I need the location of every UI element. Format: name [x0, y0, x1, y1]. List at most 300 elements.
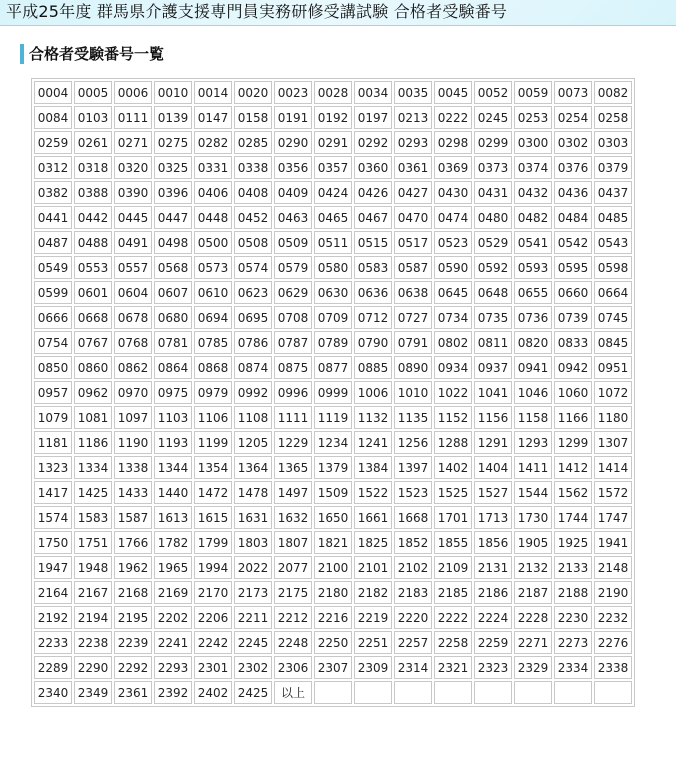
- exam-number-cell: 0259: [34, 131, 72, 154]
- table-row: [34, 356, 632, 379]
- exam-number-cell: 0712: [354, 306, 392, 329]
- exam-number-cell: 1856: [474, 531, 512, 554]
- exam-number-cell: 0487: [34, 231, 72, 254]
- exam-number-cell: 2224: [474, 606, 512, 629]
- exam-number-cell: 0409: [274, 181, 312, 204]
- exam-number-cell: 1855: [434, 531, 472, 554]
- exam-number-cell: 0488: [74, 231, 112, 254]
- exam-number-cell: 0360: [354, 156, 392, 179]
- exam-number-cell: 0084: [34, 106, 72, 129]
- exam-number-cell: 0996: [274, 381, 312, 404]
- exam-number-cell: 1766: [114, 531, 152, 554]
- exam-number-cell: 0474: [434, 206, 472, 229]
- exam-number-cell: 2022: [234, 556, 272, 579]
- table-row: [34, 81, 632, 104]
- exam-number-cell: 1583: [74, 506, 112, 529]
- exam-number-cell: 0877: [314, 356, 352, 379]
- exam-number-cell: 1925: [554, 531, 592, 554]
- exam-number-cell: 0942: [554, 356, 592, 379]
- exam-number-cell: 0465: [314, 206, 352, 229]
- exam-number-cell: 2338: [594, 656, 632, 679]
- exam-number-cell: 1750: [34, 531, 72, 554]
- exam-number-cell: 0874: [234, 356, 272, 379]
- exam-number-cell: 0735: [474, 306, 512, 329]
- exam-number-cell: 1587: [114, 506, 152, 529]
- exam-number-cell: 0860: [74, 356, 112, 379]
- table-row: [34, 631, 632, 654]
- exam-number-cell: 0028: [314, 81, 352, 104]
- exam-number-cell: 1799: [194, 531, 232, 554]
- exam-number-cell: 0553: [74, 256, 112, 279]
- exam-number-cell: 2233: [34, 631, 72, 654]
- table-row: [34, 606, 632, 629]
- exam-number-cell: 1962: [114, 556, 152, 579]
- exam-number-cell: 1108: [234, 406, 272, 429]
- exam-number-cell: 1747: [594, 506, 632, 529]
- exam-number-cell: 1965: [154, 556, 192, 579]
- exam-number-cell: 1323: [34, 456, 72, 479]
- exam-number-cell: 0103: [74, 106, 112, 129]
- exam-number-cell: 2192: [34, 606, 72, 629]
- exam-number-cell: 2349: [74, 681, 112, 704]
- exam-number-cell: 2175: [274, 581, 312, 604]
- exam-number-cell: 0147: [194, 106, 232, 129]
- table-row: [34, 381, 632, 404]
- exam-number-cell: 1440: [154, 481, 192, 504]
- exam-number-cell: 1006: [354, 381, 392, 404]
- exam-number-cell: 1905: [514, 531, 552, 554]
- exam-number-cell: 2250: [314, 631, 352, 654]
- exam-number-cell: 0694: [194, 306, 232, 329]
- exam-number-cell: 0396: [154, 181, 192, 204]
- exam-number-cell: 0441: [34, 206, 72, 229]
- exam-number-cell: 0275: [154, 131, 192, 154]
- exam-number-cell: 0623: [234, 281, 272, 304]
- exam-number-cell: 0767: [74, 331, 112, 354]
- exam-number-cell: 0285: [234, 131, 272, 154]
- exam-number-cell: 0431: [474, 181, 512, 204]
- exam-number-cell: 1525: [434, 481, 472, 504]
- exam-number-cell: 1509: [314, 481, 352, 504]
- exam-number-cell: 1364: [234, 456, 272, 479]
- table-row: [34, 256, 632, 279]
- exam-number-cell: [314, 681, 352, 704]
- exam-number-cell: 2258: [434, 631, 472, 654]
- exam-number-cell: 1544: [514, 481, 552, 504]
- exam-number-cell: 1574: [34, 506, 72, 529]
- exam-number-cell: 1417: [34, 481, 72, 504]
- exam-number-cell: 1730: [514, 506, 552, 529]
- exam-number-cell: 0785: [194, 331, 232, 354]
- exam-number-cell: 2242: [194, 631, 232, 654]
- exam-number-cell: 1241: [354, 431, 392, 454]
- exam-number-cell: 2314: [394, 656, 432, 679]
- exam-number-cell: 0595: [554, 256, 592, 279]
- exam-number-cell: 0467: [354, 206, 392, 229]
- exam-number-cell: 1948: [74, 556, 112, 579]
- exam-number-cell: 0648: [474, 281, 512, 304]
- exam-number-cell: 1821: [314, 531, 352, 554]
- exam-number-cell: 0768: [114, 331, 152, 354]
- exam-number-cell: 0491: [114, 231, 152, 254]
- exam-number-cell: 0781: [154, 331, 192, 354]
- exam-number-cell: 0020: [234, 81, 272, 104]
- exam-number-cell: 0445: [114, 206, 152, 229]
- exam-number-cell: 1119: [314, 406, 352, 429]
- exam-number-cell: 0442: [74, 206, 112, 229]
- exam-number-cell: 0282: [194, 131, 232, 154]
- exam-number-cell: 0511: [314, 231, 352, 254]
- exam-number-cell: 0004: [34, 81, 72, 104]
- exam-number-cell: 0587: [394, 256, 432, 279]
- exam-number-cell: 1293: [514, 431, 552, 454]
- exam-number-cell: 0045: [434, 81, 472, 104]
- exam-number-cell: 2392: [154, 681, 192, 704]
- exam-number-cell: 0739: [554, 306, 592, 329]
- exam-number-cell: 1472: [194, 481, 232, 504]
- exam-number-cell: 0607: [154, 281, 192, 304]
- exam-number-cell: 2186: [474, 581, 512, 604]
- exam-number-cell: 1941: [594, 531, 632, 554]
- exam-number-cell: 0593: [514, 256, 552, 279]
- exam-number-cell: 1158: [514, 406, 552, 429]
- exam-number-cell: 0579: [274, 256, 312, 279]
- exam-number-cell: 0470: [394, 206, 432, 229]
- exam-number-cell: 0369: [434, 156, 472, 179]
- exam-number-cell: 2306: [274, 656, 312, 679]
- exam-number-cell: 2245: [234, 631, 272, 654]
- exam-number-cell: 0664: [594, 281, 632, 304]
- table-row: [34, 156, 632, 179]
- exam-number-cell: 2425: [234, 681, 272, 704]
- exam-number-cell: 0580: [314, 256, 352, 279]
- exam-number-cell: 2340: [34, 681, 72, 704]
- exam-number-cell: 1234: [314, 431, 352, 454]
- exam-number-cell: 0014: [194, 81, 232, 104]
- exam-number-cell: 2173: [234, 581, 272, 604]
- exam-number-cell: 0197: [354, 106, 392, 129]
- exam-number-cell: 0436: [554, 181, 592, 204]
- exam-number-cell: 1713: [474, 506, 512, 529]
- exam-number-cell: 2321: [434, 656, 472, 679]
- exam-number-cell: 2187: [514, 581, 552, 604]
- exam-number-cell: 1041: [474, 381, 512, 404]
- exam-number-cell: 1338: [114, 456, 152, 479]
- table-row: [34, 556, 632, 579]
- table-row: [34, 231, 632, 254]
- exam-number-cell: 2239: [114, 631, 152, 654]
- exam-number-cell: 0515: [354, 231, 392, 254]
- exam-number-cell: 2185: [434, 581, 472, 604]
- exam-number-cell: 2169: [154, 581, 192, 604]
- exam-number-cell: 2212: [274, 606, 312, 629]
- exam-number-cell: 1751: [74, 531, 112, 554]
- exam-number-cell: 0610: [194, 281, 232, 304]
- exam-number-cell: 1097: [114, 406, 152, 429]
- exam-number-cell: 0709: [314, 306, 352, 329]
- exam-number-cell: 0568: [154, 256, 192, 279]
- exam-number-cell: 0941: [514, 356, 552, 379]
- exam-number-cell: 1425: [74, 481, 112, 504]
- exam-number-cell: 1397: [394, 456, 432, 479]
- exam-number-cell: 1166: [554, 406, 592, 429]
- exam-number-cell: 1072: [594, 381, 632, 404]
- exam-number-cell: 0833: [554, 331, 592, 354]
- exam-number-cell: 0245: [474, 106, 512, 129]
- exam-number-cell: 0357: [314, 156, 352, 179]
- exam-number-cell: 2220: [394, 606, 432, 629]
- exam-number-cell: 0500: [194, 231, 232, 254]
- exam-number-cell: 0482: [514, 206, 552, 229]
- exam-number-cell: 0734: [434, 306, 472, 329]
- exam-number-cell: 2188: [554, 581, 592, 604]
- exam-number-cell: 0427: [394, 181, 432, 204]
- exam-number-cell: 1344: [154, 456, 192, 479]
- table-row: [34, 131, 632, 154]
- exam-number-cell: 1613: [154, 506, 192, 529]
- exam-number-cell: 0331: [194, 156, 232, 179]
- exam-number-cell: 0660: [554, 281, 592, 304]
- exam-number-cell: 2230: [554, 606, 592, 629]
- exam-number-cell: 1384: [354, 456, 392, 479]
- exam-number-cell: 0291: [314, 131, 352, 154]
- exam-number-cell: 1497: [274, 481, 312, 504]
- exam-number-cell: 0970: [114, 381, 152, 404]
- exam-number-cell: 0727: [394, 306, 432, 329]
- exam-number-cell: 0890: [394, 356, 432, 379]
- exam-number-cell: 2361: [114, 681, 152, 704]
- exam-number-cell: 0373: [474, 156, 512, 179]
- exam-number-cell: [354, 681, 392, 704]
- exam-number-cell: 1022: [434, 381, 472, 404]
- exam-number-cell: 1156: [474, 406, 512, 429]
- results-table-container: [31, 78, 635, 707]
- exam-number-cell: 0630: [314, 281, 352, 304]
- exam-number-cell: 0447: [154, 206, 192, 229]
- exam-number-cell: 2195: [114, 606, 152, 629]
- exam-number-cell: [474, 681, 512, 704]
- exam-number-cell: 0975: [154, 381, 192, 404]
- exam-number-cell: 0437: [594, 181, 632, 204]
- exam-number-cell: 0010: [154, 81, 192, 104]
- results-table: [31, 78, 635, 707]
- exam-number-cell: 1825: [354, 531, 392, 554]
- exam-number-cell: 0601: [74, 281, 112, 304]
- exam-number-cell: 2206: [194, 606, 232, 629]
- exam-number-cell: 0542: [554, 231, 592, 254]
- exam-number-cell: 2219: [354, 606, 392, 629]
- exam-number-cell: 1046: [514, 381, 552, 404]
- exam-number-cell: 0708: [274, 306, 312, 329]
- exam-number-cell: 2102: [394, 556, 432, 579]
- exam-number-cell: 0666: [34, 306, 72, 329]
- exam-number-cell: 1947: [34, 556, 72, 579]
- exam-number-cell: 0791: [394, 331, 432, 354]
- exam-number-cell: 0645: [434, 281, 472, 304]
- exam-number-cell: 0598: [594, 256, 632, 279]
- exam-number-cell: 0426: [354, 181, 392, 204]
- exam-number-cell: 2402: [194, 681, 232, 704]
- exam-number-cell: 2216: [314, 606, 352, 629]
- exam-number-cell: 0406: [194, 181, 232, 204]
- table-row: [34, 531, 632, 554]
- exam-number-cell: 0448: [194, 206, 232, 229]
- exam-number-cell: 1807: [274, 531, 312, 554]
- exam-number-cell: 0934: [434, 356, 472, 379]
- exam-number-cell: 0678: [114, 306, 152, 329]
- exam-number-cell: 0271: [114, 131, 152, 154]
- exam-number-cell: 0695: [234, 306, 272, 329]
- exam-number-cell: 0655: [514, 281, 552, 304]
- exam-number-cell: 0850: [34, 356, 72, 379]
- exam-number-cell: 0962: [74, 381, 112, 404]
- table-row: [34, 431, 632, 454]
- table-row: [34, 181, 632, 204]
- exam-number-cell: 0523: [434, 231, 472, 254]
- exam-number-cell: 1631: [234, 506, 272, 529]
- table-row: [34, 506, 632, 529]
- exam-number-cell: 2232: [594, 606, 632, 629]
- exam-number-cell: 0299: [474, 131, 512, 154]
- exam-number-cell: 2323: [474, 656, 512, 679]
- exam-number-cell: 1060: [554, 381, 592, 404]
- exam-number-cell: 0388: [74, 181, 112, 204]
- exam-number-cell: 1404: [474, 456, 512, 479]
- exam-number-cell: 1181: [34, 431, 72, 454]
- exam-number-cell: 0951: [594, 356, 632, 379]
- section-heading: 合格者受験番号一覧: [20, 44, 164, 64]
- exam-number-cell: 1379: [314, 456, 352, 479]
- exam-number-cell: 0312: [34, 156, 72, 179]
- exam-number-cell: 1572: [594, 481, 632, 504]
- exam-number-cell: 1994: [194, 556, 232, 579]
- exam-number-cell: 2211: [234, 606, 272, 629]
- exam-number-cell: 0636: [354, 281, 392, 304]
- exam-number-cell: 1193: [154, 431, 192, 454]
- exam-number-cell: 1199: [194, 431, 232, 454]
- exam-number-cell: 0253: [514, 106, 552, 129]
- exam-number-cell: 2101: [354, 556, 392, 579]
- exam-number-cell: 0338: [234, 156, 272, 179]
- exam-number-cell: 2302: [234, 656, 272, 679]
- exam-number-cell: 2241: [154, 631, 192, 654]
- exam-number-cell: 1288: [434, 431, 472, 454]
- exam-number-cell: 以上: [274, 681, 312, 704]
- exam-number-cell: 1402: [434, 456, 472, 479]
- exam-number-cell: 1523: [394, 481, 432, 504]
- exam-number-cell: 2301: [194, 656, 232, 679]
- exam-number-cell: 2182: [354, 581, 392, 604]
- exam-number-cell: 0864: [154, 356, 192, 379]
- exam-number-cell: 0789: [314, 331, 352, 354]
- exam-number-cell: 1668: [394, 506, 432, 529]
- exam-number-cell: 2329: [514, 656, 552, 679]
- exam-number-cell: [434, 681, 472, 704]
- exam-number-cell: [594, 681, 632, 704]
- exam-number-cell: [394, 681, 432, 704]
- exam-number-cell: 0517: [394, 231, 432, 254]
- exam-number-cell: 0320: [114, 156, 152, 179]
- exam-number-cell: 2238: [74, 631, 112, 654]
- exam-number-cell: 2190: [594, 581, 632, 604]
- exam-number-cell: 2202: [154, 606, 192, 629]
- exam-number-cell: 0052: [474, 81, 512, 104]
- exam-number-cell: 0452: [234, 206, 272, 229]
- exam-number-cell: 0361: [394, 156, 432, 179]
- exam-number-cell: 1081: [74, 406, 112, 429]
- exam-number-cell: 1103: [154, 406, 192, 429]
- exam-number-cell: 1229: [274, 431, 312, 454]
- table-row: [34, 106, 632, 129]
- exam-number-cell: [514, 681, 552, 704]
- exam-number-cell: 1152: [434, 406, 472, 429]
- table-row: [34, 206, 632, 229]
- table-row: [34, 681, 632, 704]
- table-row: [34, 306, 632, 329]
- exam-number-cell: 2194: [74, 606, 112, 629]
- exam-number-cell: 2183: [394, 581, 432, 604]
- exam-number-cell: 0292: [354, 131, 392, 154]
- exam-number-cell: 0543: [594, 231, 632, 254]
- exam-number-cell: 0845: [594, 331, 632, 354]
- exam-number-cell: 0680: [154, 306, 192, 329]
- exam-number-cell: 0023: [274, 81, 312, 104]
- exam-number-cell: 0374: [514, 156, 552, 179]
- exam-number-cell: 0992: [234, 381, 272, 404]
- exam-number-cell: 1334: [74, 456, 112, 479]
- table-row: [34, 656, 632, 679]
- page-title: 平成25年度 群馬県介護支援専門員実務研修受講試験 合格者受験番号: [6, 2, 508, 21]
- exam-number-cell: 0111: [114, 106, 152, 129]
- exam-number-cell: 0006: [114, 81, 152, 104]
- exam-number-cell: 0557: [114, 256, 152, 279]
- table-row: [34, 456, 632, 479]
- exam-number-cell: 1650: [314, 506, 352, 529]
- exam-number-cell: 1562: [554, 481, 592, 504]
- exam-number-cell: 0583: [354, 256, 392, 279]
- exam-number-cell: 0480: [474, 206, 512, 229]
- exam-number-cell: 1782: [154, 531, 192, 554]
- exam-number-cell: 1354: [194, 456, 232, 479]
- exam-number-cell: 0574: [234, 256, 272, 279]
- exam-number-cell: 1291: [474, 431, 512, 454]
- exam-number-cell: 0509: [274, 231, 312, 254]
- exam-number-cell: 1701: [434, 506, 472, 529]
- exam-number-cell: 0745: [594, 306, 632, 329]
- exam-number-cell: 0005: [74, 81, 112, 104]
- exam-number-cell: 2170: [194, 581, 232, 604]
- exam-number-cell: 0820: [514, 331, 552, 354]
- exam-number-cell: 1615: [194, 506, 232, 529]
- exam-number-cell: 2292: [114, 656, 152, 679]
- exam-number-cell: 1307: [594, 431, 632, 454]
- exam-number-cell: 2271: [514, 631, 552, 654]
- exam-number-cell: 1010: [394, 381, 432, 404]
- exam-number-cell: 2251: [354, 631, 392, 654]
- exam-number-cell: 0034: [354, 81, 392, 104]
- exam-number-cell: 2148: [594, 556, 632, 579]
- exam-number-cell: 0073: [554, 81, 592, 104]
- exam-number-cell: 0999: [314, 381, 352, 404]
- exam-number-cell: 1186: [74, 431, 112, 454]
- exam-number-cell: 0318: [74, 156, 112, 179]
- exam-number-cell: 0592: [474, 256, 512, 279]
- exam-number-cell: 1111: [274, 406, 312, 429]
- exam-number-cell: 2307: [314, 656, 352, 679]
- exam-number-cell: 0290: [274, 131, 312, 154]
- exam-number-cell: 0885: [354, 356, 392, 379]
- exam-number-cell: 0379: [594, 156, 632, 179]
